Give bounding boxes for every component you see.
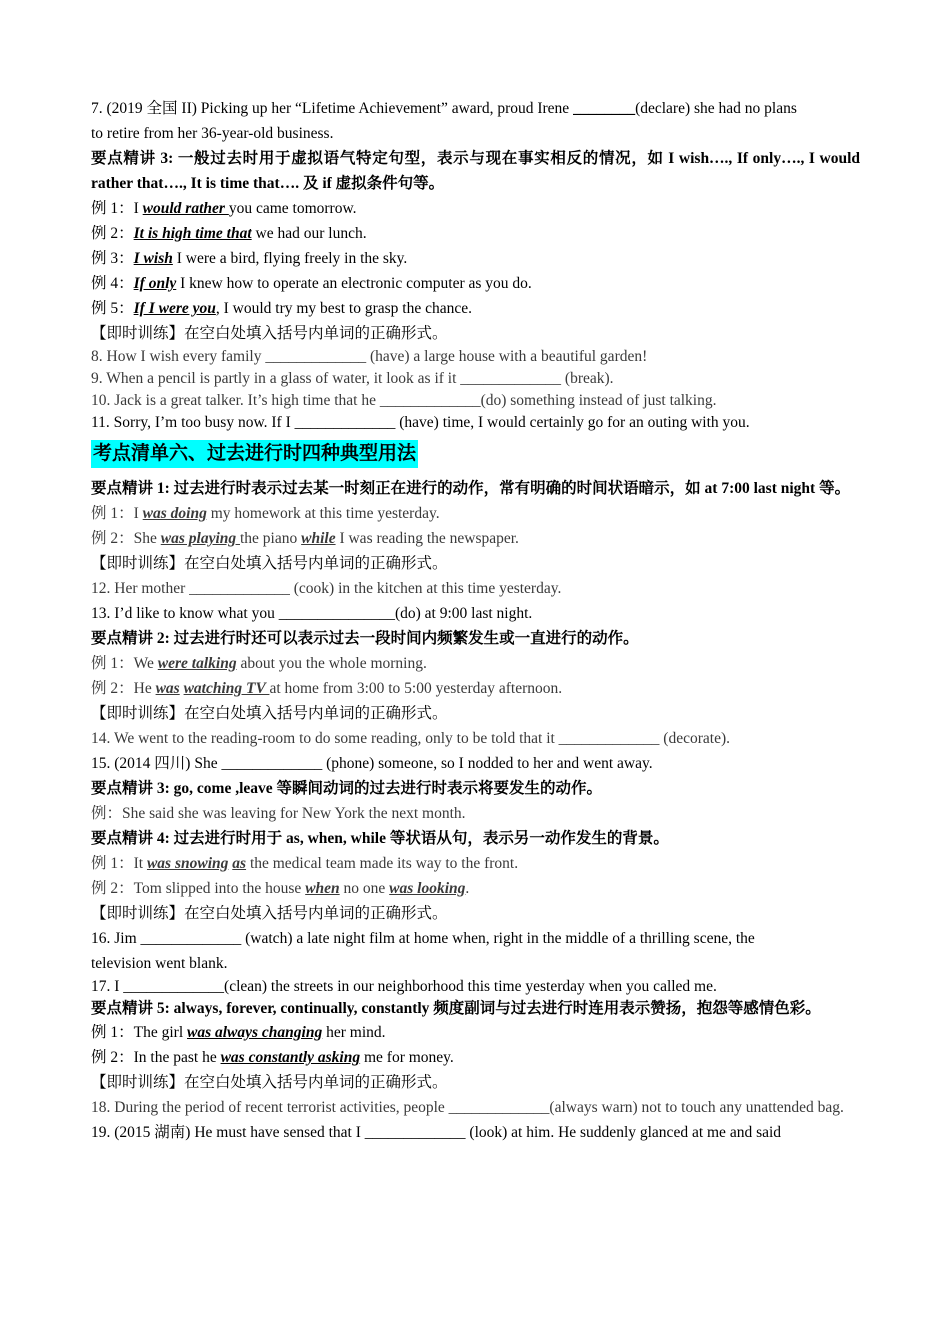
key-point-1: 要点精讲 1: 过去进行时表示过去某一时刻正在进行的动作，常有明确的时间状语暗示，如 at 7:00 last night 等。 xyxy=(91,480,851,497)
key-point-3-tense: 要点精讲 3: 一般过去时用于虚拟语气特定句型，表示与现在事实相反的情况，如 I wish…., If only…., I would rather that…., It is time that…. 及 if 虚拟条件句等。 xyxy=(91,150,860,192)
question-7: 7. (2019 全国 II) Picking up her “Lifetime Achievement” award, proud Irene ________(declare) she had no plans xyxy=(91,100,797,117)
practice-heading: 【即时训练】在空白处填入括号内单词的正确形式。 xyxy=(91,325,448,342)
practice-heading: 【即时训练】在空白处填入括号内单词的正确形式。 xyxy=(91,555,448,572)
example-line: 例 1：The girl was always changing her mind. xyxy=(91,1024,386,1041)
example-line: 例 1：I was doing my homework at this time yesterday. xyxy=(91,505,440,522)
example-line: 例 4：If only I knew how to operate an electronic computer as you do. xyxy=(91,275,532,292)
question-14: 14. We went to the reading-room to do some reading, only to be told that it _____________ (decorate). xyxy=(91,730,730,747)
question-9: 9. When a pencil is partly in a glass of water, it look as if it _____________ (break). xyxy=(91,370,614,387)
key-point-5: 要点精讲 5: always, forever, continually, constantly 频度副词与过去进行时连用表示赞扬，抱怨等感情色彩。 xyxy=(91,1000,821,1017)
example-line: 例：She said she was leaving for New York the next month. xyxy=(91,805,466,822)
question-11: 11. Sorry, I’m too busy now. If I _____________ (have) time, I would certainly go for an outing with you. xyxy=(91,414,750,431)
section-6-heading: 考点清单六、过去进行时四种典型用法 xyxy=(91,440,418,468)
question-17: 17. I _____________(clean) the streets in our neighborhood this time yesterday when you called me. xyxy=(91,978,717,995)
example-line: 例 1：We were talking about you the whole morning. xyxy=(91,655,427,672)
question-16: 16. Jim _____________ (watch) a late night film at home when, right in the middle of a thrilling scene, the xyxy=(91,930,755,947)
example-line: 例 2：Tom slipped into the house when no one was looking. xyxy=(91,880,470,897)
question-13: 13. I’d like to know what you _______________(do) at 9:00 last night. xyxy=(91,605,533,622)
example-line: 例 1：I would rather you came tomorrow. xyxy=(91,200,357,217)
question-10: 10. Jack is a great talker. It’s high time that he _____________(do) something instead of just talking. xyxy=(91,392,717,409)
question-12: 12. Her mother _____________ (cook) in the kitchen at this time yesterday. xyxy=(91,580,562,597)
practice-heading: 【即时训练】在空白处填入括号内单词的正确形式。 xyxy=(91,905,448,922)
document-page xyxy=(91,96,860,1145)
key-point-3: 要点精讲 3: go, come ,leave 等瞬间动词的过去进行时表示将要发生的动作。 xyxy=(91,780,603,797)
example-line: 例 2：He was watching TV at home from 3:00 to 5:00 yesterday afternoon. xyxy=(91,680,563,697)
question-8: 8. How I wish every family _____________ (have) a large house with a beautiful garden! xyxy=(91,348,648,365)
question-16-continued: television went blank. xyxy=(91,955,228,972)
question-15: 15. (2014 四川) She _____________ (phone) someone, so I nodded to her and went away. xyxy=(91,755,653,772)
example-line: 例 5：If I were you, I would try my best to grasp the chance. xyxy=(91,300,472,317)
practice-heading: 【即时训练】在空白处填入括号内单词的正确形式。 xyxy=(91,1074,448,1091)
example-line: 例 2：In the past he was constantly asking me for money. xyxy=(91,1049,454,1066)
question-19: 19. (2015 湖南) He must have sensed that I _____________ (look) at him. He suddenly glanced at me and said xyxy=(91,1124,782,1141)
key-point-2: 要点精讲 2: 过去进行时还可以表示过去一段时间内频繁发生或一直进行的动作。 xyxy=(91,630,639,647)
answer-blank: ________ xyxy=(573,100,636,117)
question-7-continued: to retire from her 36-year-old business. xyxy=(91,125,334,142)
example-line: 例 2：She was playing the piano while I was reading the newspaper. xyxy=(91,530,519,547)
example-line: 例 2：It is high time that we had our lunch. xyxy=(91,225,367,242)
question-18: 18. During the period of recent terrorist activities, people _____________(always warn) not to touch any unattended bag. xyxy=(91,1099,844,1116)
practice-heading: 【即时训练】在空白处填入括号内单词的正确形式。 xyxy=(91,705,448,722)
key-point-4: 要点精讲 4: 过去进行时用于 as, when, while 等状语从句，表示另一动作发生的背景。 xyxy=(91,830,669,847)
example-line: 例 1：It was snowing as the medical team made its way to the front. xyxy=(91,855,519,872)
example-line: 例 3：I wish I were a bird, flying freely in the sky. xyxy=(91,250,408,267)
